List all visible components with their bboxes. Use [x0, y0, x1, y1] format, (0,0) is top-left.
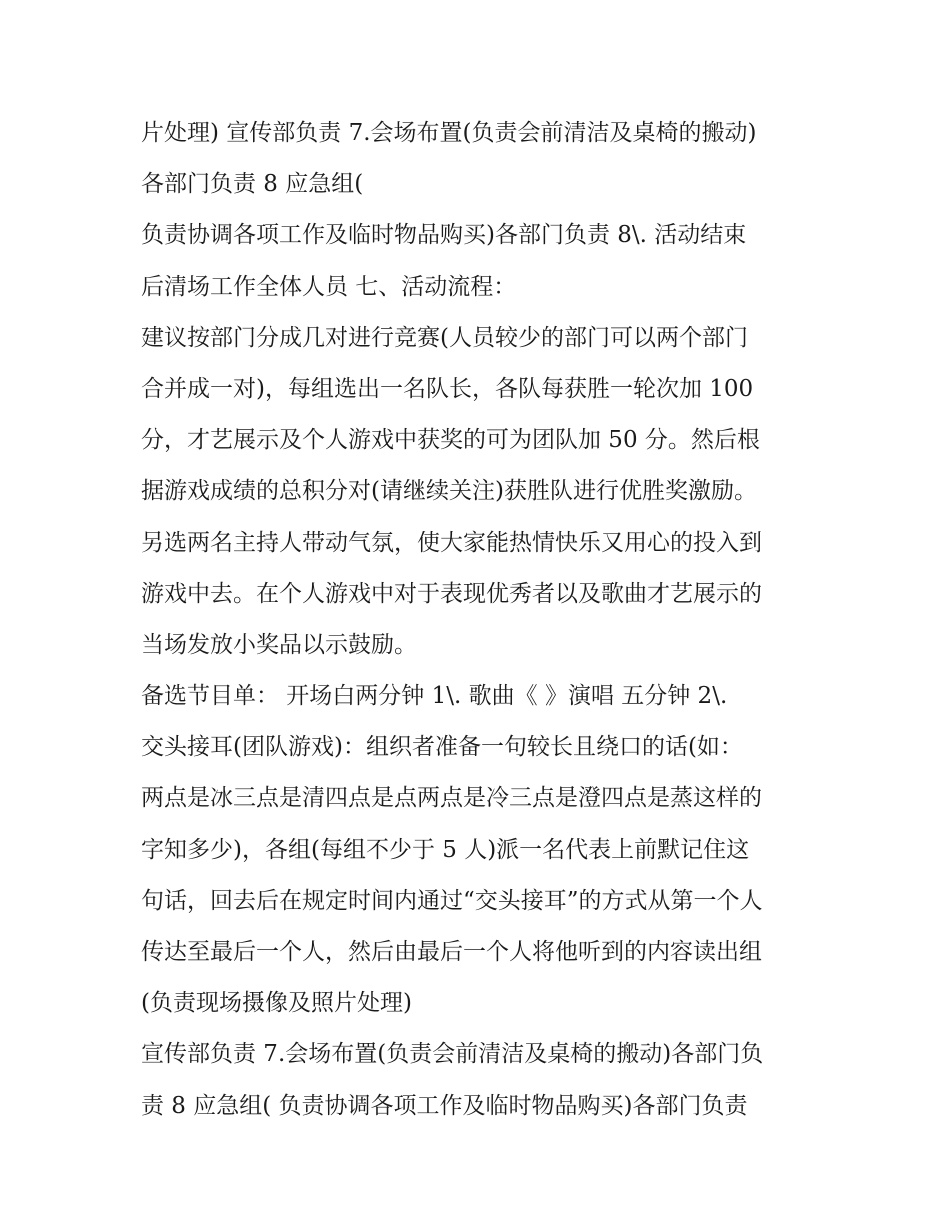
text-line: 分，才艺展示及个人游戏中获奖的可为团队加 50 分。然后根	[141, 427, 760, 454]
text-line: 句话，回去后在规定时间内通过“交头接耳”的方式从第一个人	[141, 887, 763, 914]
text-line: 责 8 应急组( 负责协调各项工作及临时物品购买)各部门负责	[141, 1092, 748, 1119]
text-line: 备选节目单： 开场白两分钟 1\. 歌曲《 》演唱 五分钟 2\.	[141, 683, 728, 710]
text-line: 两点是冰三点是清四点是点两点是冷三点是澄四点是蒸这样的	[141, 785, 762, 812]
text-line: 建议按部门分成几对进行竞赛(人员较少的部门可以两个部门	[141, 324, 748, 351]
text-line: (负责现场摄像及照片处理)	[141, 990, 412, 1017]
text-line: 据游戏成绩的总积分对(请继续关注)获胜队进行优胜奖激励。	[141, 478, 757, 505]
text-line: 合并成一对)，每组选出一名队长，各队每获胜一轮次加 100	[141, 375, 754, 402]
text-line: 交头接耳(团队游戏)：组织者准备一句较长且绕口的话(如：	[141, 734, 743, 761]
text-line: 宣传部负责 7.会场布置(负责会前清洁及桌椅的搬动)各部门负	[141, 1041, 764, 1068]
text-line: 字知多少)，各组(每组不少于 5 人)派一名代表上前默记住这	[141, 836, 750, 863]
text-line: 游戏中去。在个人游戏中对于表现优秀者以及歌曲才艺展示的	[141, 580, 762, 607]
text-line: 后清场工作全体人员 七、活动流程：	[141, 273, 517, 300]
text-line: 各部门负责 8 应急组(	[141, 171, 364, 198]
text-line: 当场发放小奖品以示鼓励。	[141, 631, 417, 658]
text-line: 负责协调各项工作及临时物品购买)各部门负责 8\. 活动结束	[141, 222, 747, 249]
text-line: 另选两名主持人带动气氛，使大家能热情快乐又用心的投入到	[141, 529, 762, 556]
text-line: 传达至最后一个人，然后由最后一个人将他听到的内容读出组	[141, 939, 762, 965]
text-line: 片处理) 宣传部负责 7.会场布置(负责会前清洁及桌椅的搬动)	[141, 120, 757, 146]
document-body	[141, 108, 831, 1132]
